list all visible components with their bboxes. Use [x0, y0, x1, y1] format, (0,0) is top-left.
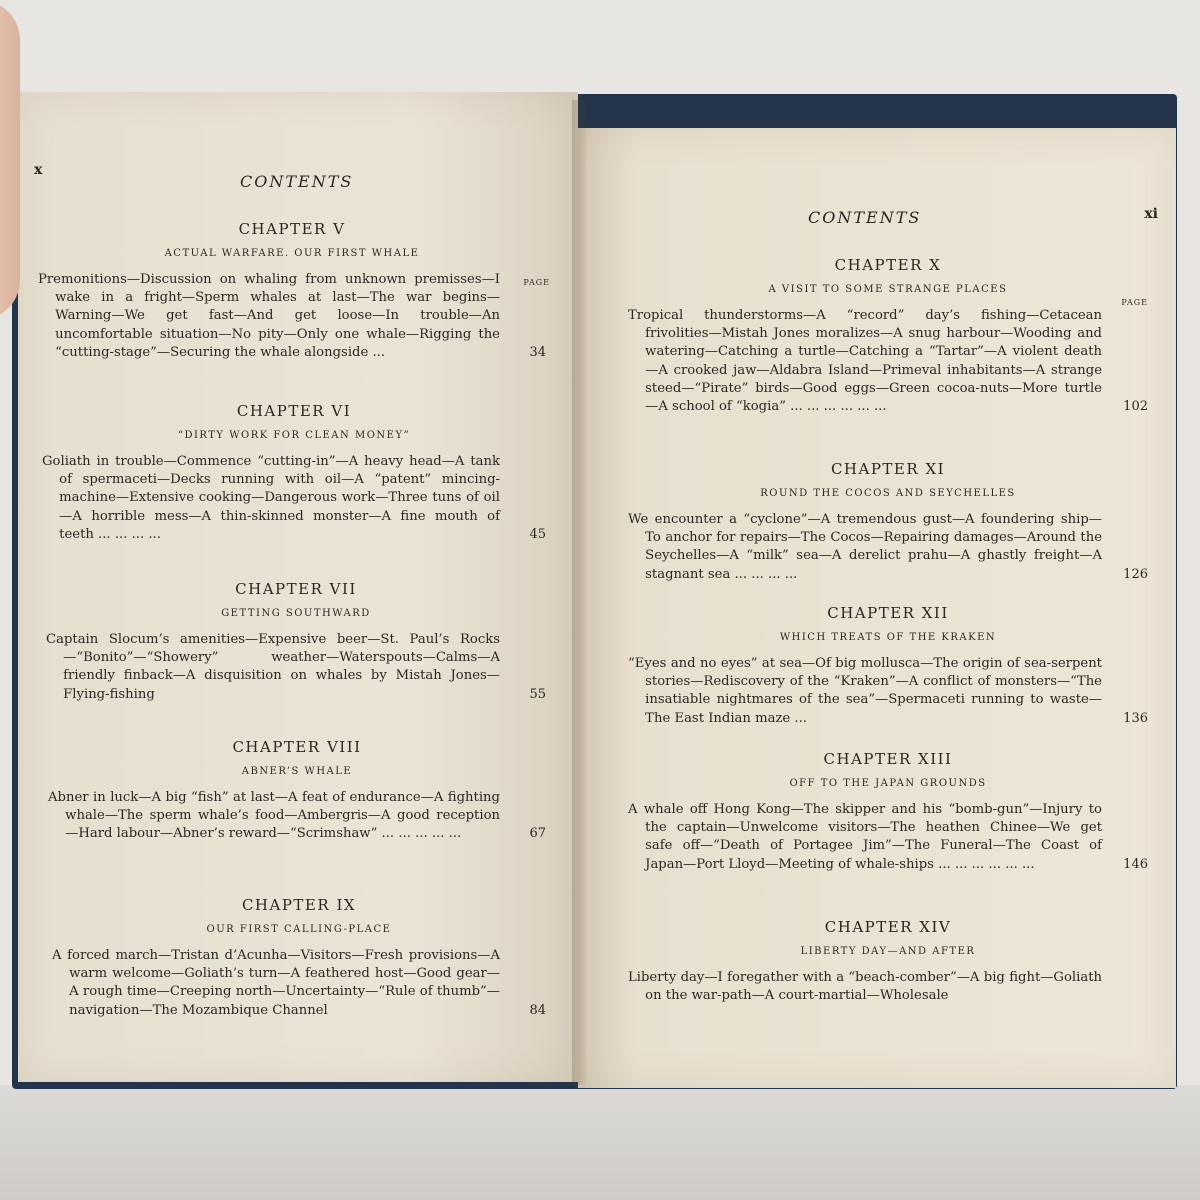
chapter-page-number: 34 — [529, 344, 546, 360]
chapter-entry — [628, 750, 1148, 874]
chapter-title: CHAPTER XIV — [824, 918, 952, 936]
chapter-entry — [628, 918, 1148, 1005]
chapter-entry — [52, 896, 546, 1020]
chapter-summary: A forced march—Tristan d’Acunha—Visitors—Fresh provisions—A warm welcome—Goliath’s turn—A feathered host—Good gear—A rough time—Creeping north—Uncertainty—“Rule of thumb”—navigation—The Mozambique Channel — [52, 948, 500, 1018]
chapter-title: CHAPTER X — [834, 256, 942, 274]
chapter-page-number: 55 — [529, 686, 546, 702]
left-folio: x — [34, 162, 43, 178]
chapter-summary: “Eyes and no eyes” at sea—Of big mollusca—The origin of sea-serpent stories—Rediscovery of the “Kraken”—A conflict of monsters—“The insatiable nightmares of the sea”—Spermaceti running to waste—The East Indian maze ... — [628, 656, 1102, 726]
chapter-summary: Captain Slocum’s amenities—Expensive beer—St. Paul’s Rocks—“Bonito”—“Showery” weather—Waterspouts—Calms—A friendly finback—A disquisition on whales by Mistah Jones—Flying-fishing — [46, 632, 500, 702]
left-page — [18, 92, 578, 1082]
chapter-entry — [628, 460, 1148, 584]
chapter-summary: Abner in luck—A big “fish” at last—A feat of endurance—A fighting whale—The sperm whale’s food—Ambergris—A good reception—Hard labour—Abner’s reward—“Scrimshaw” ... ... ... ... ... — [48, 790, 500, 842]
chapter-entry — [38, 220, 550, 362]
chapter-summary: We encounter a “cyclone”—A tremendous gust—A foundering ship—To anchor for repairs—The Cocos—Repairing damages—Around the Seychelles—A “milk” sea—A derelict prahu—A ghastly freight—A stagnant sea ... ... ... ... — [628, 512, 1102, 582]
chapter-summary: Premonitions—Discussion on whaling from unknown premisses—I wake in a fright—Sperm whales at last—The war begins—Warning—We get fast—And get loose—In trouble—An uncomfortable situation—No pity—Only one whale—Rigging the “cutting-stage”—Securing the whale alongside ... — [38, 272, 500, 360]
chapter-title: CHAPTER XII — [827, 604, 949, 622]
chapter-summary: Goliath in trouble—Commence “cutting-in”—A heavy head—A tank of spermaceti—Decks running with oil—A “patent” mincing-machine—Extensive cooking—Dangerous work—Three tuns of oil—A horrible mess—A thin-skinned monster—A fine mouth of teeth ... ... ... ... — [42, 454, 500, 542]
left-running-head: CONTENTS — [240, 172, 354, 191]
chapter-title: CHAPTER IX — [241, 896, 357, 914]
chapter-entry — [628, 604, 1148, 728]
chapter-page-number: 126 — [1123, 566, 1148, 582]
chapter-subtitle: LIBERTY DAY—AND AFTER — [800, 946, 976, 957]
right-folio: xi — [1144, 206, 1158, 222]
chapter-subtitle: WHICH TREATS OF THE KRAKEN — [779, 632, 997, 643]
chapter-subtitle: ROUND THE COCOS AND SEYCHELLES — [760, 488, 1016, 499]
page-column-label: PAGE — [1121, 298, 1148, 307]
chapter-page-number: 102 — [1123, 399, 1148, 415]
table-surface — [0, 1085, 1200, 1200]
chapter-summary: Liberty day—I foregather with a “beach-comber”—A big fight—Goliath on the war-path—A court-martial—Wholesale — [628, 970, 1102, 1004]
chapter-entry — [48, 738, 546, 844]
chapter-title: CHAPTER VII — [235, 580, 357, 598]
chapter-subtitle: OUR FIRST CALLING-PLACE — [206, 924, 392, 935]
chapter-page-number: 136 — [1123, 710, 1148, 726]
chapter-title: CHAPTER V — [238, 220, 346, 238]
chapter-entry — [46, 580, 546, 704]
page-column-label: PAGE — [523, 278, 550, 287]
chapter-subtitle: A VISIT TO SOME STRANGE PLACES — [768, 284, 1008, 295]
chapter-subtitle: “DIRTY WORK FOR CLEAN MONEY” — [177, 430, 411, 441]
chapter-subtitle: ACTUAL WARFARE. OUR FIRST WHALE — [164, 248, 420, 259]
right-running-head: CONTENTS — [808, 208, 922, 227]
chapter-page-number: 45 — [529, 526, 546, 542]
holding-finger — [0, 0, 20, 320]
chapter-subtitle: OFF TO THE JAPAN GROUNDS — [789, 778, 987, 789]
chapter-title: CHAPTER XI — [830, 460, 946, 478]
chapter-subtitle: GETTING SOUTHWARD — [221, 608, 371, 619]
chapter-title: CHAPTER VI — [236, 402, 352, 420]
chapter-title: CHAPTER XIII — [823, 750, 953, 768]
right-page — [578, 128, 1176, 1088]
chapter-summary: A whale off Hong Kong—The skipper and his “bomb-gun”—Injury to the captain—Unwelcome visitors—The heathen Chinee—We get safe off—“Death of Portagee Jim”—The Funeral—The Coast of Japan—Port Lloyd—Meeting of whale-ships ... ... ... ... ... ... — [628, 802, 1102, 872]
chapter-page-number: 146 — [1123, 856, 1148, 872]
chapter-subtitle: ABNER’S WHALE — [241, 766, 353, 777]
chapter-summary: Tropical thunderstorms—A “record” day’s fishing—Cetacean frivolities—Mistah Jones moralizes—A snug harbour—Wooding and watering—Catching a turtle—Catching a “Tartar”—A violent death—A crooked jaw—Aldabra Island—Primeval inhabitants—A strange steed—“Pirate” birds—Good eggs—Green cocoa-nuts—More turtle—A school of “kogia” ... ... ... ... ... ... — [628, 308, 1102, 415]
chapter-title: CHAPTER VIII — [232, 738, 362, 756]
chapter-entry — [42, 402, 546, 544]
book-gutter — [572, 100, 586, 1085]
chapter-page-number: 67 — [529, 826, 546, 842]
chapter-entry — [628, 256, 1148, 416]
chapter-page-number: 84 — [529, 1002, 546, 1018]
